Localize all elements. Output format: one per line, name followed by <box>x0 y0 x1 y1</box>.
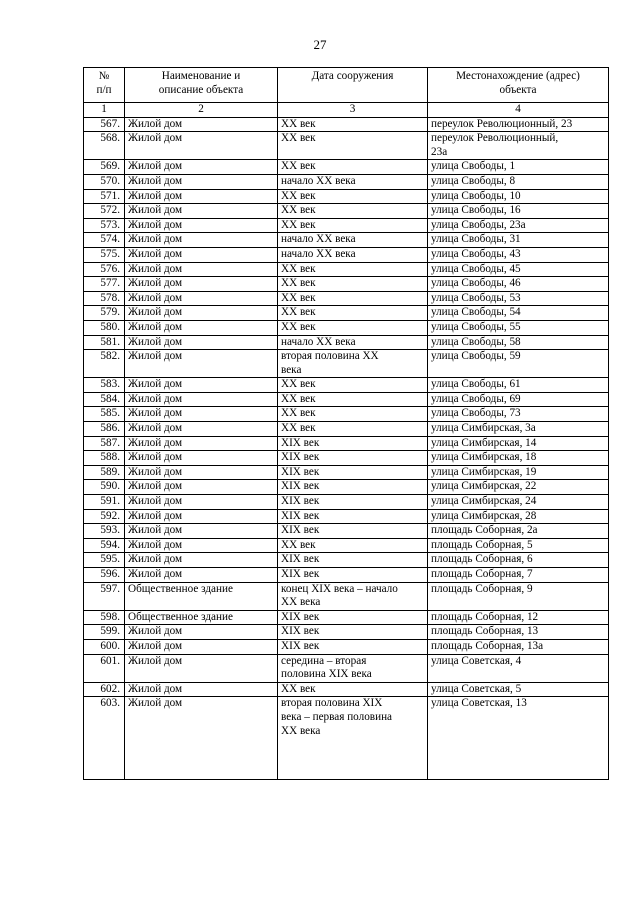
table-row <box>84 553 609 568</box>
object-name-cell: Жилой дом <box>125 189 278 204</box>
object-name-cell: Жилой дом <box>125 553 278 568</box>
row-number-cell: 589. <box>84 465 125 480</box>
address-cell: улица Свободы, 31 <box>428 233 609 248</box>
construction-date-cell: XIX век <box>278 495 428 510</box>
address-cell: улица Свободы, 43 <box>428 247 609 262</box>
object-name-cell: Жилой дом <box>125 204 278 219</box>
table-row <box>84 262 609 277</box>
construction-date-cell: XIX век <box>278 639 428 654</box>
table-row <box>84 306 609 321</box>
address-cell: улица Свободы, 69 <box>428 392 609 407</box>
object-name-cell: Жилой дом <box>125 654 278 682</box>
address-cell: улица Симбирская, 18 <box>428 451 609 466</box>
construction-date-cell: XX век <box>278 117 428 132</box>
address-cell: улица Советская, 4 <box>428 654 609 682</box>
address-cell: улица Свободы, 55 <box>428 320 609 335</box>
construction-date-cell: начало XX века <box>278 335 428 350</box>
table-row <box>84 160 609 175</box>
table-row <box>84 132 609 160</box>
row-number-cell: 591. <box>84 495 125 510</box>
row-number-cell: 575. <box>84 247 125 262</box>
object-name-cell: Жилой дом <box>125 697 278 780</box>
construction-date-cell: XX век <box>278 682 428 697</box>
object-name-cell: Жилой дом <box>125 306 278 321</box>
row-number-cell: 580. <box>84 320 125 335</box>
heritage-objects-table <box>83 67 609 780</box>
table-row <box>84 233 609 248</box>
construction-date-cell: вторая половина XX века <box>278 350 428 378</box>
row-number-cell: 594. <box>84 538 125 553</box>
address-cell: улица Свободы, 53 <box>428 291 609 306</box>
object-name-cell: Жилой дом <box>125 247 278 262</box>
table-row <box>84 568 609 583</box>
address-cell: улица Свободы, 23а <box>428 218 609 233</box>
object-name-cell: Жилой дом <box>125 174 278 189</box>
object-name-cell: Жилой дом <box>125 509 278 524</box>
table-row <box>84 480 609 495</box>
object-name-cell: Жилой дом <box>125 568 278 583</box>
row-number-cell: 601. <box>84 654 125 682</box>
row-number-cell: 600. <box>84 639 125 654</box>
table-row <box>84 189 609 204</box>
row-number-cell: 585. <box>84 407 125 422</box>
row-number-cell: 595. <box>84 553 125 568</box>
object-name-cell: Жилой дом <box>125 422 278 437</box>
object-name-cell: Жилой дом <box>125 117 278 132</box>
construction-date-cell: XX век <box>278 392 428 407</box>
header-location: Местонахождение (адрес) объекта <box>428 68 609 103</box>
row-number-cell: 583. <box>84 378 125 393</box>
table-row <box>84 495 609 510</box>
row-number-cell: 568. <box>84 132 125 160</box>
row-number-cell: 593. <box>84 524 125 539</box>
object-name-cell: Жилой дом <box>125 277 278 292</box>
address-cell: улица Советская, 13 <box>428 697 609 780</box>
object-name-cell: Жилой дом <box>125 682 278 697</box>
table-row <box>84 436 609 451</box>
address-cell: улица Свободы, 1 <box>428 160 609 175</box>
column-number-cell: 4 <box>428 103 609 118</box>
object-name-cell: Жилой дом <box>125 495 278 510</box>
construction-date-cell: XX век <box>278 306 428 321</box>
construction-date-cell: XX век <box>278 189 428 204</box>
construction-date-cell: XIX век <box>278 509 428 524</box>
column-number-cell: 3 <box>278 103 428 118</box>
address-cell: улица Свободы, 45 <box>428 262 609 277</box>
address-cell: улица Свободы, 73 <box>428 407 609 422</box>
object-name-cell: Жилой дом <box>125 233 278 248</box>
address-cell: улица Свободы, 54 <box>428 306 609 321</box>
table-row <box>84 610 609 625</box>
address-cell: площадь Соборная, 13 <box>428 625 609 640</box>
column-number-cell: 2 <box>125 103 278 118</box>
table-row <box>84 524 609 539</box>
table-row <box>84 422 609 437</box>
table-row <box>84 654 609 682</box>
object-name-cell: Жилой дом <box>125 451 278 466</box>
table-row <box>84 204 609 219</box>
construction-date-cell: XX век <box>278 320 428 335</box>
construction-date-cell: начало XX века <box>278 174 428 189</box>
table-row <box>84 291 609 306</box>
construction-date-cell: XX век <box>278 277 428 292</box>
address-cell: улица Симбирская, 14 <box>428 436 609 451</box>
object-name-cell: Жилой дом <box>125 262 278 277</box>
object-name-cell: Жилой дом <box>125 480 278 495</box>
row-number-cell: 582. <box>84 350 125 378</box>
row-number-cell: 581. <box>84 335 125 350</box>
construction-date-cell: XX век <box>278 422 428 437</box>
object-name-cell: Жилой дом <box>125 465 278 480</box>
object-name-cell: Жилой дом <box>125 132 278 160</box>
table-row <box>84 392 609 407</box>
object-name-cell: Жилой дом <box>125 407 278 422</box>
object-name-cell: Жилой дом <box>125 350 278 378</box>
object-name-cell: Жилой дом <box>125 218 278 233</box>
row-number-cell: 578. <box>84 291 125 306</box>
table-row <box>84 697 609 780</box>
address-cell: площадь Соборная, 6 <box>428 553 609 568</box>
address-cell: улица Свободы, 61 <box>428 378 609 393</box>
object-name-cell: Жилой дом <box>125 320 278 335</box>
address-cell: улица Симбирская, 24 <box>428 495 609 510</box>
row-number-cell: 579. <box>84 306 125 321</box>
row-number-cell: 587. <box>84 436 125 451</box>
address-cell: площадь Соборная, 2а <box>428 524 609 539</box>
object-name-cell: Жилой дом <box>125 392 278 407</box>
construction-date-cell: XIX век <box>278 465 428 480</box>
table-row <box>84 509 609 524</box>
address-cell: улица Симбирская, 22 <box>428 480 609 495</box>
construction-date-cell: XX век <box>278 538 428 553</box>
construction-date-cell: начало XX века <box>278 233 428 248</box>
row-number-cell: 596. <box>84 568 125 583</box>
table-row <box>84 538 609 553</box>
page-number: 27 <box>313 37 327 52</box>
construction-date-cell: XX век <box>278 218 428 233</box>
row-number-cell: 571. <box>84 189 125 204</box>
table-row <box>84 465 609 480</box>
row-number-cell: 570. <box>84 174 125 189</box>
construction-date-cell: XIX век <box>278 480 428 495</box>
object-name-cell: Жилой дом <box>125 291 278 306</box>
table-row <box>84 247 609 262</box>
construction-date-cell: начало XX века <box>278 247 428 262</box>
address-cell: переулок Революционный, 23 <box>428 117 609 132</box>
row-number-cell: 590. <box>84 480 125 495</box>
object-name-cell: Общественное здание <box>125 610 278 625</box>
object-name-cell: Жилой дом <box>125 625 278 640</box>
address-cell: площадь Соборная, 7 <box>428 568 609 583</box>
address-cell: улица Свободы, 10 <box>428 189 609 204</box>
header-date: Дата сооружения <box>278 68 428 103</box>
row-number-cell: 599. <box>84 625 125 640</box>
address-cell: улица Свободы, 58 <box>428 335 609 350</box>
table-row <box>84 335 609 350</box>
column-number-row <box>84 103 609 118</box>
object-name-cell: Жилой дом <box>125 538 278 553</box>
object-name-cell: Жилой дом <box>125 639 278 654</box>
header-number: № п/п <box>84 68 125 103</box>
address-cell: улица Советская, 5 <box>428 682 609 697</box>
construction-date-cell: XIX век <box>278 568 428 583</box>
address-cell: улица Симбирская, 28 <box>428 509 609 524</box>
table-row <box>84 625 609 640</box>
address-cell: площадь Соборная, 13а <box>428 639 609 654</box>
column-number-cell: 1 <box>84 103 125 118</box>
construction-date-cell: XX век <box>278 160 428 175</box>
row-number-cell: 598. <box>84 610 125 625</box>
object-name-cell: Жилой дом <box>125 378 278 393</box>
construction-date-cell: XX век <box>278 407 428 422</box>
row-number-cell: 597. <box>84 582 125 610</box>
table-row <box>84 378 609 393</box>
row-number-cell: 588. <box>84 451 125 466</box>
construction-date-cell: XIX век <box>278 524 428 539</box>
row-number-cell: 584. <box>84 392 125 407</box>
construction-date-cell: XX век <box>278 378 428 393</box>
address-cell: улица Свободы, 16 <box>428 204 609 219</box>
table-row <box>84 407 609 422</box>
row-number-cell: 586. <box>84 422 125 437</box>
address-cell: площадь Соборная, 9 <box>428 582 609 610</box>
object-name-cell: Жилой дом <box>125 160 278 175</box>
construction-date-cell: XX век <box>278 132 428 160</box>
row-number-cell: 603. <box>84 697 125 780</box>
table-row <box>84 682 609 697</box>
table-row <box>84 117 609 132</box>
table-header-row <box>84 68 609 103</box>
construction-date-cell: XX век <box>278 291 428 306</box>
address-cell: улица Свободы, 59 <box>428 350 609 378</box>
object-name-cell: Жилой дом <box>125 436 278 451</box>
object-name-cell: Жилой дом <box>125 335 278 350</box>
address-cell: улица Свободы, 8 <box>428 174 609 189</box>
construction-date-cell: XX век <box>278 262 428 277</box>
row-number-cell: 573. <box>84 218 125 233</box>
construction-date-cell: конец XIX века – начало XX века <box>278 582 428 610</box>
header-name: Наименование и описание объекта <box>125 68 278 103</box>
construction-date-cell: XIX век <box>278 625 428 640</box>
table-row <box>84 451 609 466</box>
address-cell: площадь Соборная, 5 <box>428 538 609 553</box>
row-number-cell: 574. <box>84 233 125 248</box>
row-number-cell: 569. <box>84 160 125 175</box>
construction-date-cell: XIX век <box>278 436 428 451</box>
table-row <box>84 218 609 233</box>
table-row <box>84 174 609 189</box>
table-row <box>84 277 609 292</box>
address-cell: улица Свободы, 46 <box>428 277 609 292</box>
construction-date-cell: середина – вторая половина XIX века <box>278 654 428 682</box>
address-cell: переулок Революционный, 23а <box>428 132 609 160</box>
row-number-cell: 572. <box>84 204 125 219</box>
table-row <box>84 350 609 378</box>
address-cell: улица Симбирская, 19 <box>428 465 609 480</box>
construction-date-cell: XIX век <box>278 451 428 466</box>
object-name-cell: Жилой дом <box>125 524 278 539</box>
address-cell: площадь Соборная, 12 <box>428 610 609 625</box>
row-number-cell: 602. <box>84 682 125 697</box>
row-number-cell: 576. <box>84 262 125 277</box>
object-name-cell: Общественное здание <box>125 582 278 610</box>
table-row <box>84 639 609 654</box>
address-cell: улица Симбирская, 3а <box>428 422 609 437</box>
construction-date-cell: XIX век <box>278 553 428 568</box>
construction-date-cell: XX век <box>278 204 428 219</box>
construction-date-cell: вторая половина XIX века – первая половина XX века <box>278 697 428 780</box>
row-number-cell: 577. <box>84 277 125 292</box>
table-row <box>84 582 609 610</box>
row-number-cell: 567. <box>84 117 125 132</box>
table-body <box>84 103 609 780</box>
construction-date-cell: XIX век <box>278 610 428 625</box>
row-number-cell: 592. <box>84 509 125 524</box>
table-row <box>84 320 609 335</box>
